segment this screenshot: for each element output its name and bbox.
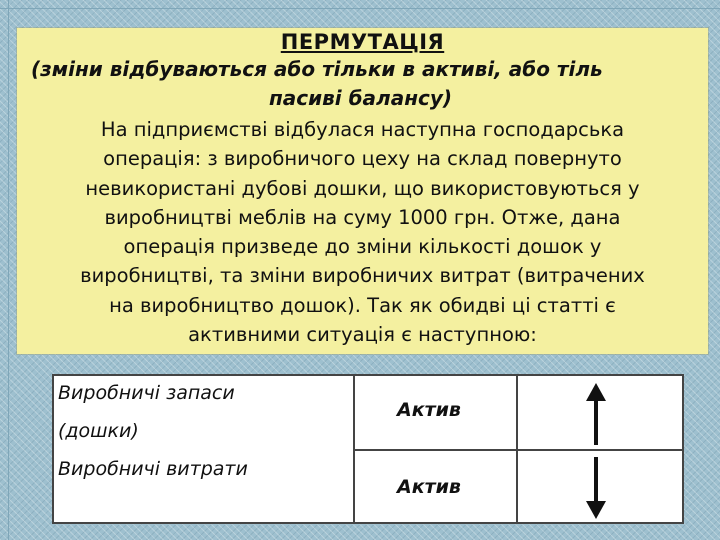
- frame-line-left: [8, 0, 9, 540]
- body-line: виробництві, та зміни виробничих витрат (витрачених: [80, 264, 645, 288]
- body-line: На підприємстві відбулася наступна господарська: [100, 118, 625, 141]
- body-paragraph: [17, 115, 708, 349]
- table-cell-item: Виробничі запаси: [58, 382, 235, 404]
- body-line: активними ситуація є наступною:: [188, 323, 537, 347]
- arrow-down-icon: [584, 455, 608, 521]
- table-divider: [353, 449, 682, 451]
- table-cell-item: (дошки): [58, 420, 139, 442]
- table-cell-type: Актив: [397, 476, 461, 498]
- arrow-up-icon: [584, 381, 608, 447]
- body-line: невикористані дубові дошки, що використовуються у: [85, 176, 640, 200]
- table-cell-type: Актив: [397, 399, 461, 421]
- slide-subtitle: [17, 55, 706, 113]
- body-line: операція: з виробничого цеху на склад повернуто: [103, 147, 622, 171]
- subtitle-line-2: пасиві балансу): [268, 86, 453, 110]
- body-line: на виробництво дошок). Так як обидві ці статті є: [109, 293, 616, 317]
- subtitle-line-1: (зміни відбуваються або тільки в активі, або тіль: [31, 57, 603, 81]
- text-box: [17, 28, 708, 354]
- slide-title: ПЕРМУТАЦІЯ: [280, 30, 445, 54]
- body-line: виробництві меблів на суму 1000 грн. Отже, дана: [104, 205, 621, 229]
- body-line: операція призведе до зміни кількості дошок у: [123, 235, 602, 259]
- table-cell-item: Виробничі витрати: [58, 458, 248, 480]
- frame-line-top: [0, 8, 720, 9]
